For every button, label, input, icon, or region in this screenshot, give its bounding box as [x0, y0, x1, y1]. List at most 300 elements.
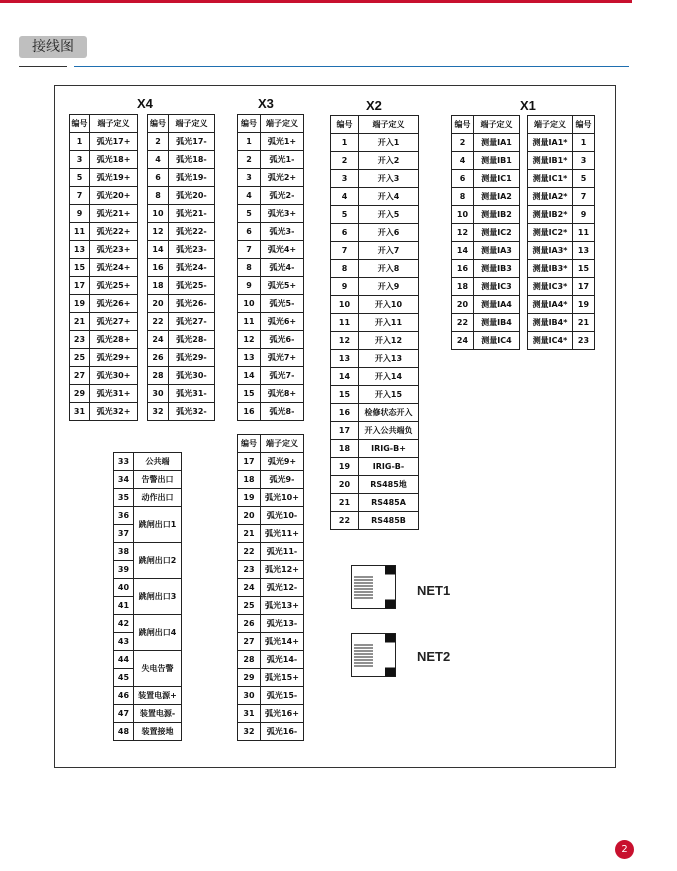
table-cell: 弧光10-: [261, 507, 304, 525]
table-cell: 41: [114, 597, 134, 615]
table-cell: 测量IA4: [474, 296, 520, 314]
table-cell: 弧光6+: [261, 313, 304, 331]
table-cell: 测量IC1: [474, 170, 520, 188]
table-cell: 弧光21-: [169, 205, 215, 223]
table-cell: 失电告警: [134, 651, 182, 687]
table-cell: 装置电源-: [134, 705, 182, 723]
table-row: [331, 296, 419, 314]
table-cell: 12: [331, 332, 359, 350]
table-cell: 7: [331, 242, 359, 260]
table-row: [238, 367, 304, 385]
table-cell: 18: [148, 277, 169, 295]
table-row: [238, 385, 304, 403]
table-cell: 跳闸出口2: [134, 543, 182, 579]
table-cell: 6: [148, 169, 169, 187]
table-row: [238, 169, 304, 187]
table-cell: 30: [238, 687, 261, 705]
table-cell: 弧光25-: [169, 277, 215, 295]
table-cell: 测量IB1: [474, 152, 520, 170]
table-cell: 20: [452, 296, 474, 314]
table-cell: 弧光29+: [90, 349, 138, 367]
table-cell: 测量IB2: [474, 206, 520, 224]
table-cell: 6: [238, 223, 261, 241]
table-row: [331, 206, 419, 224]
table-cell: 弧光9+: [261, 453, 304, 471]
table-cell: 测量IC4*: [528, 332, 573, 350]
table-cell: 24: [238, 579, 261, 597]
table-cell: 2: [331, 152, 359, 170]
table-cell: 装置电源+: [134, 687, 182, 705]
table-cell: 5: [573, 170, 595, 188]
header-cell: 编号: [148, 115, 169, 133]
table-row: [238, 453, 304, 471]
table-row: [238, 543, 304, 561]
table-cell: 1: [573, 134, 595, 152]
table-row: [238, 651, 304, 669]
table-cell: 19: [573, 296, 595, 314]
table-cell: 17: [331, 422, 359, 440]
table-cell: 22: [331, 512, 359, 530]
table-cell: 37: [114, 525, 134, 543]
table-cell: 22: [452, 314, 474, 332]
table-header-row: [70, 115, 138, 133]
table-cell: 弧光24+: [90, 259, 138, 277]
table-row: [452, 170, 520, 188]
table-row: [238, 669, 304, 687]
table-row: [148, 295, 215, 313]
table-row: [331, 152, 419, 170]
table-cell: 开入10: [359, 296, 419, 314]
table-cell: 23: [573, 332, 595, 350]
table-cell: 开入1: [359, 134, 419, 152]
table-cell: 17: [573, 278, 595, 296]
table-cell: 3: [238, 169, 261, 187]
header-cell: 端子定义: [169, 115, 215, 133]
table-cell: 弧光9-: [261, 471, 304, 489]
table-cell: 弧光12-: [261, 579, 304, 597]
table-row: [238, 151, 304, 169]
table-cell: 测量IA4*: [528, 296, 573, 314]
table-row: [528, 242, 595, 260]
ethernet-port-icon: [351, 633, 396, 677]
x1-label: X1: [520, 98, 536, 113]
x1-right-table: [527, 115, 595, 350]
top-accent-bar: [0, 0, 632, 3]
table-cell: RS485B: [359, 512, 419, 530]
table-row: [70, 133, 138, 151]
table-cell: IRIG-B-: [359, 458, 419, 476]
table-cell: 弧光32+: [90, 403, 138, 421]
table-cell: 45: [114, 669, 134, 687]
header-cell: 端子定义: [90, 115, 138, 133]
header-cell: 端子定义: [528, 116, 573, 134]
table-cell: RS485地: [359, 476, 419, 494]
table-row: [331, 188, 419, 206]
table-row: [238, 705, 304, 723]
table-row: [452, 206, 520, 224]
table-cell: 11: [573, 224, 595, 242]
table-cell: 弧光29-: [169, 349, 215, 367]
table-row: [238, 687, 304, 705]
table-cell: 开入5: [359, 206, 419, 224]
table-row: [452, 242, 520, 260]
table-row: [114, 687, 182, 705]
table-row: [528, 260, 595, 278]
table-row: [238, 615, 304, 633]
table-cell: 测量IB4: [474, 314, 520, 332]
table-row: [114, 615, 182, 633]
table-cell: 测量IC2: [474, 224, 520, 242]
table-cell: 测量IB2*: [528, 206, 573, 224]
header-cell: 编号: [70, 115, 90, 133]
table-row: [238, 205, 304, 223]
table-cell: 11: [331, 314, 359, 332]
table-cell: 弧光8+: [261, 385, 304, 403]
table-row: [331, 242, 419, 260]
table-cell: 弧光3+: [261, 205, 304, 223]
table-cell: 2: [238, 151, 261, 169]
table-row: [114, 543, 182, 561]
x4-lower-table: [113, 452, 182, 741]
table-cell: 测量IA3: [474, 242, 520, 260]
table-cell: 测量IC3: [474, 278, 520, 296]
table-cell: 15: [331, 386, 359, 404]
table-cell: 4: [148, 151, 169, 169]
table-row: [70, 151, 138, 169]
table-cell: 弧光22+: [90, 223, 138, 241]
x2-table: [330, 115, 419, 530]
table-row: [528, 314, 595, 332]
table-row: [238, 313, 304, 331]
table-cell: IRIG-B+: [359, 440, 419, 458]
table-cell: 弧光4-: [261, 259, 304, 277]
table-cell: 20: [148, 295, 169, 313]
table-cell: 22: [148, 313, 169, 331]
table-row: [528, 332, 595, 350]
table-cell: 33: [114, 453, 134, 471]
table-row: [238, 507, 304, 525]
table-cell: 弧光14-: [261, 651, 304, 669]
table-cell: 16: [452, 260, 474, 278]
table-row: [528, 278, 595, 296]
table-cell: 告警出口: [134, 471, 182, 489]
table-cell: 弧光13+: [261, 597, 304, 615]
table-cell: 弧光11+: [261, 525, 304, 543]
table-cell: 开入12: [359, 332, 419, 350]
table-cell: 弧光31-: [169, 385, 215, 403]
table-cell: 29: [238, 669, 261, 687]
x2-label: X2: [366, 98, 382, 113]
table-row: [70, 403, 138, 421]
x3-bottom-table: [237, 434, 304, 741]
header-cell: 编号: [238, 115, 261, 133]
table-row: [70, 205, 138, 223]
page-number: 2: [615, 840, 634, 859]
table-row: [331, 494, 419, 512]
table-header-row: [331, 116, 419, 134]
table-cell: 2: [452, 134, 474, 152]
table-row: [452, 260, 520, 278]
table-row: [148, 169, 215, 187]
header-cell: 端子定义: [359, 116, 419, 134]
table-cell: 8: [238, 259, 261, 277]
table-cell: 14: [452, 242, 474, 260]
table-cell: 弧光21+: [90, 205, 138, 223]
table-cell: 24: [148, 331, 169, 349]
table-cell: 开入4: [359, 188, 419, 206]
table-cell: 20: [331, 476, 359, 494]
table-cell: 弧光1+: [261, 133, 304, 151]
table-row: [331, 458, 419, 476]
table-cell: 9: [573, 206, 595, 224]
table-row: [331, 368, 419, 386]
table-cell: 28: [148, 367, 169, 385]
table-row: [70, 241, 138, 259]
table-cell: 11: [238, 313, 261, 331]
table-cell: 8: [452, 188, 474, 206]
table-cell: 47: [114, 705, 134, 723]
table-cell: 5: [238, 205, 261, 223]
table-cell: 测量IB3*: [528, 260, 573, 278]
table-cell: 弧光20+: [90, 187, 138, 205]
table-cell: 弧光23+: [90, 241, 138, 259]
table-cell: 19: [331, 458, 359, 476]
table-cell: 弧光3-: [261, 223, 304, 241]
table-row: [238, 187, 304, 205]
table-cell: 弧光12+: [261, 561, 304, 579]
table-cell: 弧光11-: [261, 543, 304, 561]
table-row: [331, 260, 419, 278]
header-cell: 端子定义: [261, 435, 304, 453]
table-row: [331, 386, 419, 404]
table-header-row: [528, 116, 595, 134]
table-cell: 测量IB3: [474, 260, 520, 278]
table-cell: 10: [331, 296, 359, 314]
table-cell: 21: [331, 494, 359, 512]
table-cell: 测量IC3*: [528, 278, 573, 296]
table-cell: 12: [238, 331, 261, 349]
table-row: [238, 259, 304, 277]
header-cell: 编号: [331, 116, 359, 134]
table-row: [331, 422, 419, 440]
table-cell: 21: [573, 314, 595, 332]
table-cell: 弧光5+: [261, 277, 304, 295]
table-row: [114, 723, 182, 741]
table-cell: 测量IC4: [474, 332, 520, 350]
table-row: [70, 277, 138, 295]
ethernet-port-icon: [351, 565, 396, 609]
table-row: [452, 314, 520, 332]
table-cell: 31: [238, 705, 261, 723]
table-cell: 3: [331, 170, 359, 188]
table-cell: 14: [148, 241, 169, 259]
table-cell: 弧光27-: [169, 313, 215, 331]
table-row: [114, 471, 182, 489]
table-row: [148, 151, 215, 169]
table-cell: 弧光7-: [261, 367, 304, 385]
table-row: [148, 277, 215, 295]
table-cell: 开入7: [359, 242, 419, 260]
table-cell: 12: [148, 223, 169, 241]
table-cell: 开入公共端负: [359, 422, 419, 440]
table-cell: 15: [573, 260, 595, 278]
table-cell: 48: [114, 723, 134, 741]
table-row: [238, 133, 304, 151]
table-row: [452, 332, 520, 350]
x4-right-table: [147, 114, 215, 421]
table-row: [528, 134, 595, 152]
table-cell: 15: [70, 259, 90, 277]
table-cell: 13: [238, 349, 261, 367]
header-cell: 端子定义: [474, 116, 520, 134]
x4-label: X4: [137, 96, 153, 111]
table-cell: 弧光2-: [261, 187, 304, 205]
table-cell: 跳闸出口3: [134, 579, 182, 615]
table-cell: 公共端: [134, 453, 182, 471]
table-row: [331, 404, 419, 422]
table-row: [148, 241, 215, 259]
table-cell: 40: [114, 579, 134, 597]
table-cell: 25: [238, 597, 261, 615]
table-cell: 弧光26+: [90, 295, 138, 313]
table-cell: 8: [148, 187, 169, 205]
table-cell: 开入13: [359, 350, 419, 368]
table-row: [70, 385, 138, 403]
table-row: [70, 259, 138, 277]
header-cell: 编号: [573, 116, 595, 134]
header-cell: 编号: [452, 116, 474, 134]
title-rule-long: [74, 66, 629, 67]
table-cell: 15: [238, 385, 261, 403]
table-cell: 14: [331, 368, 359, 386]
table-cell: 7: [70, 187, 90, 205]
table-cell: 弧光30-: [169, 367, 215, 385]
table-cell: 20: [238, 507, 261, 525]
table-row: [114, 705, 182, 723]
table-cell: 弧光16+: [261, 705, 304, 723]
table-cell: 弧光17-: [169, 133, 215, 151]
table-row: [238, 561, 304, 579]
table-cell: 开入2: [359, 152, 419, 170]
table-row: [70, 349, 138, 367]
table-row: [238, 223, 304, 241]
table-row: [114, 651, 182, 669]
table-cell: 跳闸出口4: [134, 615, 182, 651]
table-cell: 检修状态开入: [359, 404, 419, 422]
table-row: [238, 525, 304, 543]
table-cell: 1: [331, 134, 359, 152]
table-row: [148, 313, 215, 331]
table-cell: 弧光19+: [90, 169, 138, 187]
table-cell: 弧光27+: [90, 313, 138, 331]
table-row: [148, 259, 215, 277]
table-row: [238, 489, 304, 507]
table-cell: 弧光18+: [90, 151, 138, 169]
table-row: [70, 295, 138, 313]
table-cell: 18: [331, 440, 359, 458]
table-cell: 11: [70, 223, 90, 241]
table-row: [238, 241, 304, 259]
table-cell: 开入6: [359, 224, 419, 242]
table-cell: 弧光23-: [169, 241, 215, 259]
table-cell: 测量IA2*: [528, 188, 573, 206]
table-cell: 14: [238, 367, 261, 385]
table-cell: 36: [114, 507, 134, 525]
table-cell: 4: [238, 187, 261, 205]
table-row: [528, 206, 595, 224]
table-cell: 3: [573, 152, 595, 170]
table-row: [331, 314, 419, 332]
table-cell: 18: [452, 278, 474, 296]
table-cell: 测量IB1*: [528, 152, 573, 170]
table-cell: 35: [114, 489, 134, 507]
table-cell: 6: [331, 224, 359, 242]
table-cell: 弧光19-: [169, 169, 215, 187]
table-row: [148, 133, 215, 151]
table-row: [528, 224, 595, 242]
table-row: [331, 350, 419, 368]
table-cell: 开入14: [359, 368, 419, 386]
x4-left-table: [69, 114, 138, 421]
table-cell: 26: [148, 349, 169, 367]
table-cell: 10: [452, 206, 474, 224]
table-row: [148, 349, 215, 367]
table-cell: RS485A: [359, 494, 419, 512]
table-cell: 7: [573, 188, 595, 206]
table-row: [70, 187, 138, 205]
table-row: [70, 367, 138, 385]
table-row: [528, 296, 595, 314]
table-cell: 跳闸出口1: [134, 507, 182, 543]
table-row: [331, 170, 419, 188]
table-cell: 弧光25+: [90, 277, 138, 295]
table-row: [238, 597, 304, 615]
table-cell: 13: [573, 242, 595, 260]
table-cell: 39: [114, 561, 134, 579]
table-cell: 弧光18-: [169, 151, 215, 169]
table-cell: 弧光32-: [169, 403, 215, 421]
table-row: [148, 367, 215, 385]
table-cell: 测量IB4*: [528, 314, 573, 332]
x3-label: X3: [258, 96, 274, 111]
table-cell: 弧光15+: [261, 669, 304, 687]
table-cell: 9: [70, 205, 90, 223]
table-cell: 21: [70, 313, 90, 331]
table-cell: 测量IA1: [474, 134, 520, 152]
table-cell: 弧光4+: [261, 241, 304, 259]
table-header-row: [148, 115, 215, 133]
table-cell: 29: [70, 385, 90, 403]
table-cell: 8: [331, 260, 359, 278]
table-cell: 4: [331, 188, 359, 206]
table-row: [238, 471, 304, 489]
title-rule-short: [19, 66, 67, 67]
table-row: [148, 223, 215, 241]
table-row: [148, 187, 215, 205]
header-cell: 编号: [238, 435, 261, 453]
table-row: [114, 453, 182, 471]
table-cell: 28: [238, 651, 261, 669]
table-cell: 测量IC1*: [528, 170, 573, 188]
table-row: [238, 579, 304, 597]
table-cell: 30: [148, 385, 169, 403]
table-cell: 34: [114, 471, 134, 489]
table-row: [331, 278, 419, 296]
table-cell: 21: [238, 525, 261, 543]
table-row: [331, 512, 419, 530]
table-row: [528, 188, 595, 206]
table-cell: 38: [114, 543, 134, 561]
